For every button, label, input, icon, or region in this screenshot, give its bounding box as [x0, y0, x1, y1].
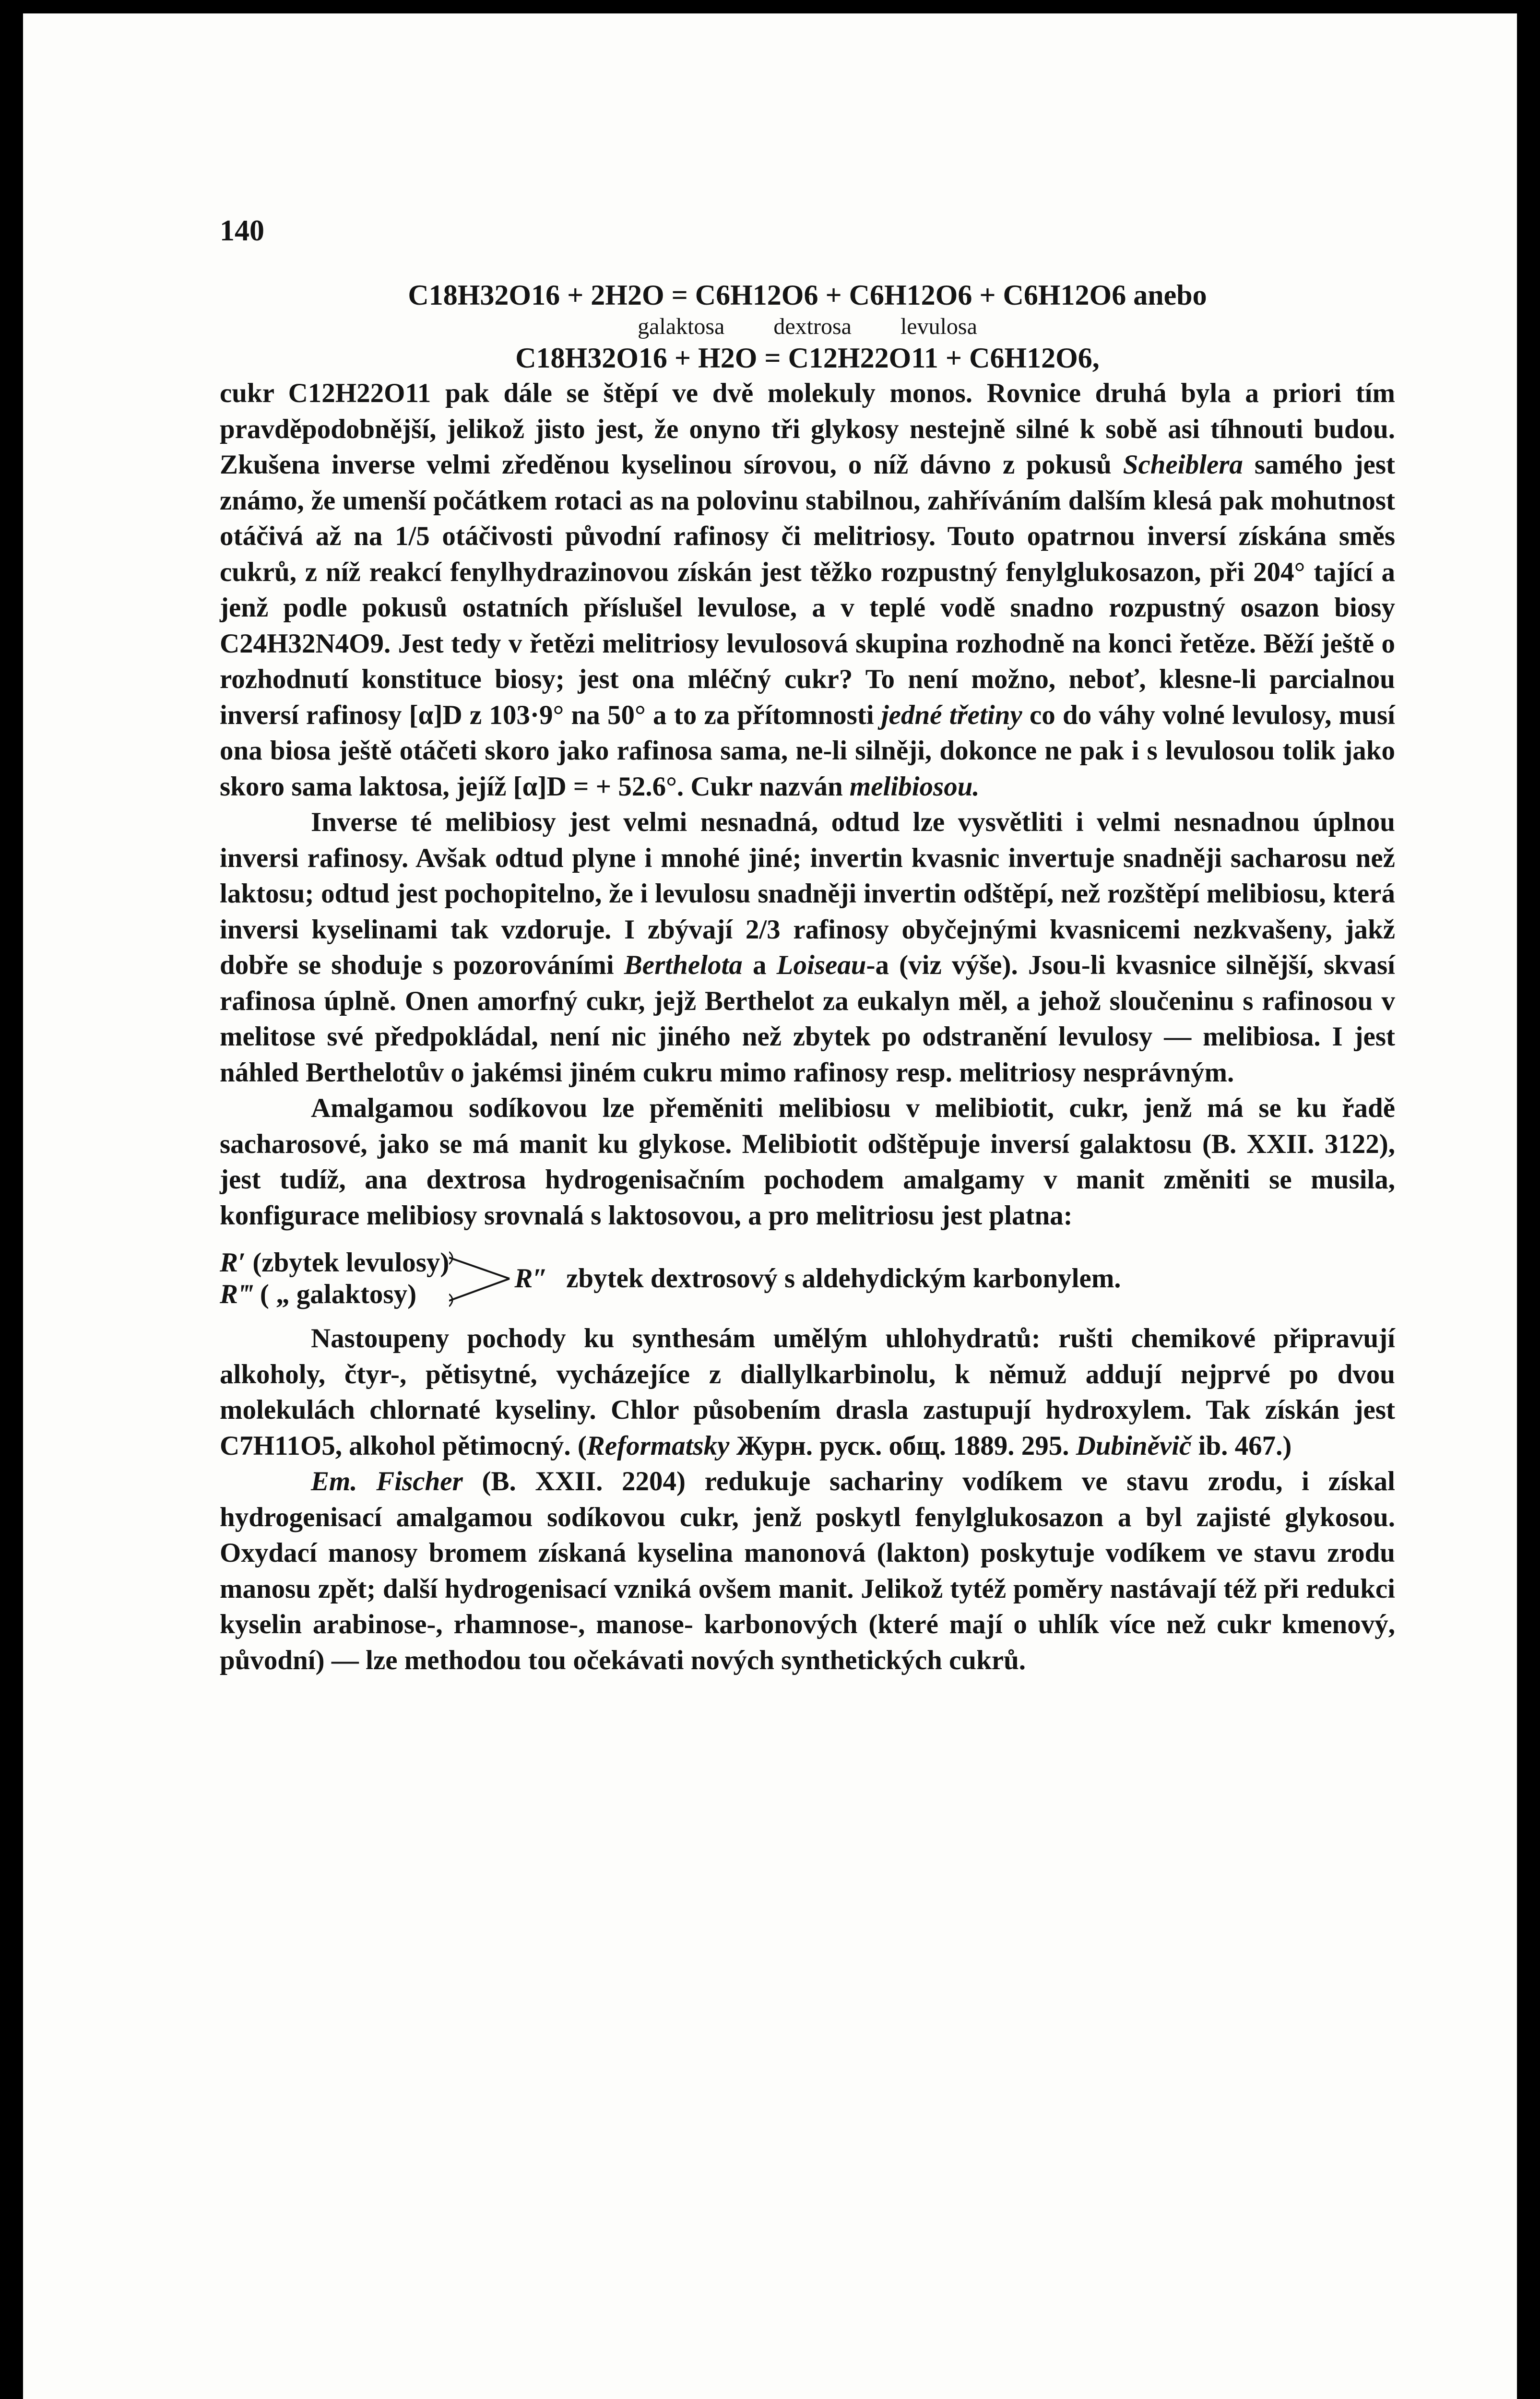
page-body [220, 201, 1395, 1678]
constitution-scheme [220, 1247, 1395, 1310]
paragraph-4 [220, 1321, 1395, 1464]
equation-2 [220, 340, 1395, 376]
scheme-r2-text: zbytek dextrosový s aldehydickým karbonylem. [566, 1263, 1121, 1294]
para4-text-c: Журн. руск. общ. 1889. 295. [736, 1430, 1069, 1461]
scheme-left [220, 1247, 449, 1310]
para2-text-c: a [752, 950, 767, 980]
equation-1-text: C18H32O16 + 2H2O = C6H12O6 + C6H12O6 + C6H12O6 anebo [408, 279, 1207, 311]
page-number: 140 [220, 214, 264, 247]
scheme-r1-text: (zbytek levulosy) [252, 1247, 450, 1278]
para4-text-e: ib. 467.) [1198, 1430, 1292, 1461]
para2-italic-berthelota: Berthelota [624, 950, 743, 980]
para2-text-e: -a (viz výše). Jsou-li kvasnice silnější, skvasí rafinosa úplně. Onen amorfný cukr, jejž Berthelot za eukalyn měl, a jehož sloučeninu s rafinosou v melitose své předpokládal, není nic jiného než zbytek po odstranění levulosy — melibiosa. I jest náhled Berthelotův o jakémsi jiném cukru mimo rafinosy resp. melitriosy nesprávným. [220, 950, 1395, 1088]
para1-text-c: samého jest známo, že umenší počátkem rotaci as na polovinu stabilnou, zahříváním dalším klesá pak mohutnost otáčivá až na 1/5 otáčivosti původní rafinosy či melitriosy. Touto opatrnou inversí získána směs cukrů, z níž reakcí fenylhydrazinovou získán jest těžko rozpustný fenylglukosazon, při 204° tající a jenž podle pokusů ostatních příslušel levulose, a v teplé vodě snadno rozpustný osazon biosy C24H32N4O9. Jest tedy v řetězi melitriosy levulosová skupina rozhodně na konci řetěze. Běží ještě o rozhodnutí konstituce biosy; jest ona mléčný cukr? To není možno, neboť, klesne-li parcialnou inversí rafinosy [α]D z 103·9° na 50° a to za přítomnosti [220, 450, 1396, 730]
para1-italic-scheiblera: Scheiblera [1123, 450, 1243, 480]
scanned-page [23, 13, 1517, 2399]
paragraph-1 [220, 376, 1395, 805]
scheme-r3: R‴ [220, 1279, 253, 1309]
para5-text-b: (B. XXII. 2204) redukuje sachariny vodíkem ve stavu zrodu, i získal hydrogenisací amalgamou sodíkovou cukr, jenž poskytl fenylglukosazon a byl zajisté glykosou. Oxydací manosy bromem získaná kyselina manonová (lakton) poskytuje vodíkem ve stavu zrodu manosu zpět; další hydrogenisací vzniká ovšem manit. Jelikož tytéž poměry nastávají též při redukci kyselin arabinose-, rhamnose-, manose- karbonových (které mají o uhlík více než cukr kmenový, původní) — lze methodou tou očekávati nových synthetických cukrů. [220, 1466, 1396, 1675]
scheme-bracket-lines [449, 1247, 511, 1310]
scheme-r2: R″ [514, 1263, 548, 1294]
para4-italic-dubinevic: Dubiněvič [1076, 1430, 1192, 1461]
scheme-right [514, 1261, 1121, 1297]
paragraph-5 [220, 1464, 1395, 1678]
equation-1 [220, 277, 1395, 313]
equation-1-labels: galaktosa dextrosa levulosa [638, 313, 977, 339]
para2-italic-loiseau: Loiseau [776, 950, 866, 980]
para1-text-a: cukr C12H22O11 pak dále se štěpí ve dvě molekuly monos. Rovnice druhá byla a priori tím pravděpodobnější, jelikož jisto jest, že onyno tři glykosy nestejně silné k sobě asi tíhnouti budou. Zkušena inverse velmi zředěnou kyselinou sírovou, o níž dávno z pokusů [220, 378, 1395, 480]
equation-2-text: C18H32O16 + H2O = C12H22O11 + C6H12O6, [515, 342, 1100, 374]
para4-text-a: Nastoupeny pochody ku synthesám umělým uhlohydratů: rušti chemikové připravují alkoholy, čtyr-, pětisytné, vycházejíce z diallylkarbinolu, k němuž addují nejprvé po dvou molekulách chlornaté kyseliny. Chlor působením drasla zastupují hydroxylem. Tak získán jest C7H11O5, alkohol pětimocný. ( [220, 1323, 1395, 1461]
paragraph-3: Amalgamou sodíkovou lze přeměniti melibiosu v melibiotit, cukr, jenž má se ku řadě sacharosové, jako se má manit ku glykose. Melibiotit odštěpuje inversí galaktosu (B. XXII. 3122), jest tudíž, ana dextrosa hydrogenisačním pochodem amalgamy v manit změniti se musila, konfigurace melibiosy srovnalá s laktosovou, a pro melitriosu jest platna: [220, 1093, 1395, 1231]
para1-italic-melibiosou: melibiosou. [849, 771, 980, 802]
scheme-row-r3 [220, 1279, 449, 1310]
para1-italic-jedne-tretiny: jedné třetiny [881, 700, 1022, 730]
paragraph-2 [220, 805, 1395, 1091]
para2-text-a: Inverse té melibiosy jest velmi nesnadná, odtud lze vysvětliti i velmi nesnadnou úplnou inversi rafinosy. Avšak odtud plyne i mnohé jiné; invertin kvasnic invertuje snadněji sacharosu než laktosu; odtud jest pochopitelno, že i levulosu snadněji invertin odštěpí, než rozštěpí melibiosu, která inversi kyselinami tak vzdoruje. I zbývají 2/3 rafinosy obyčejnými kvasnicemi nezkvašeny, jakž dobře se shoduje s pozorováními [220, 807, 1395, 980]
para5-italic-fischer: Em. Fischer [311, 1466, 463, 1496]
para4-italic-reformatsky: Reformatsky [586, 1430, 730, 1461]
scheme-row-r1 [220, 1247, 449, 1279]
scheme-r1: R′ [220, 1247, 246, 1278]
scheme-r3-text: ( „ galaktosy) [260, 1279, 417, 1309]
para1-text-e: co do váhy volné levulosy, musí ona biosa ještě otáčeti skoro jako rafinosa sama, ne-li silněji, dokonce ne pak i s levulosou tolik jako skoro sama laktosa, jejíž [α]D = + 52.6°. Cukr nazván [220, 700, 1395, 802]
